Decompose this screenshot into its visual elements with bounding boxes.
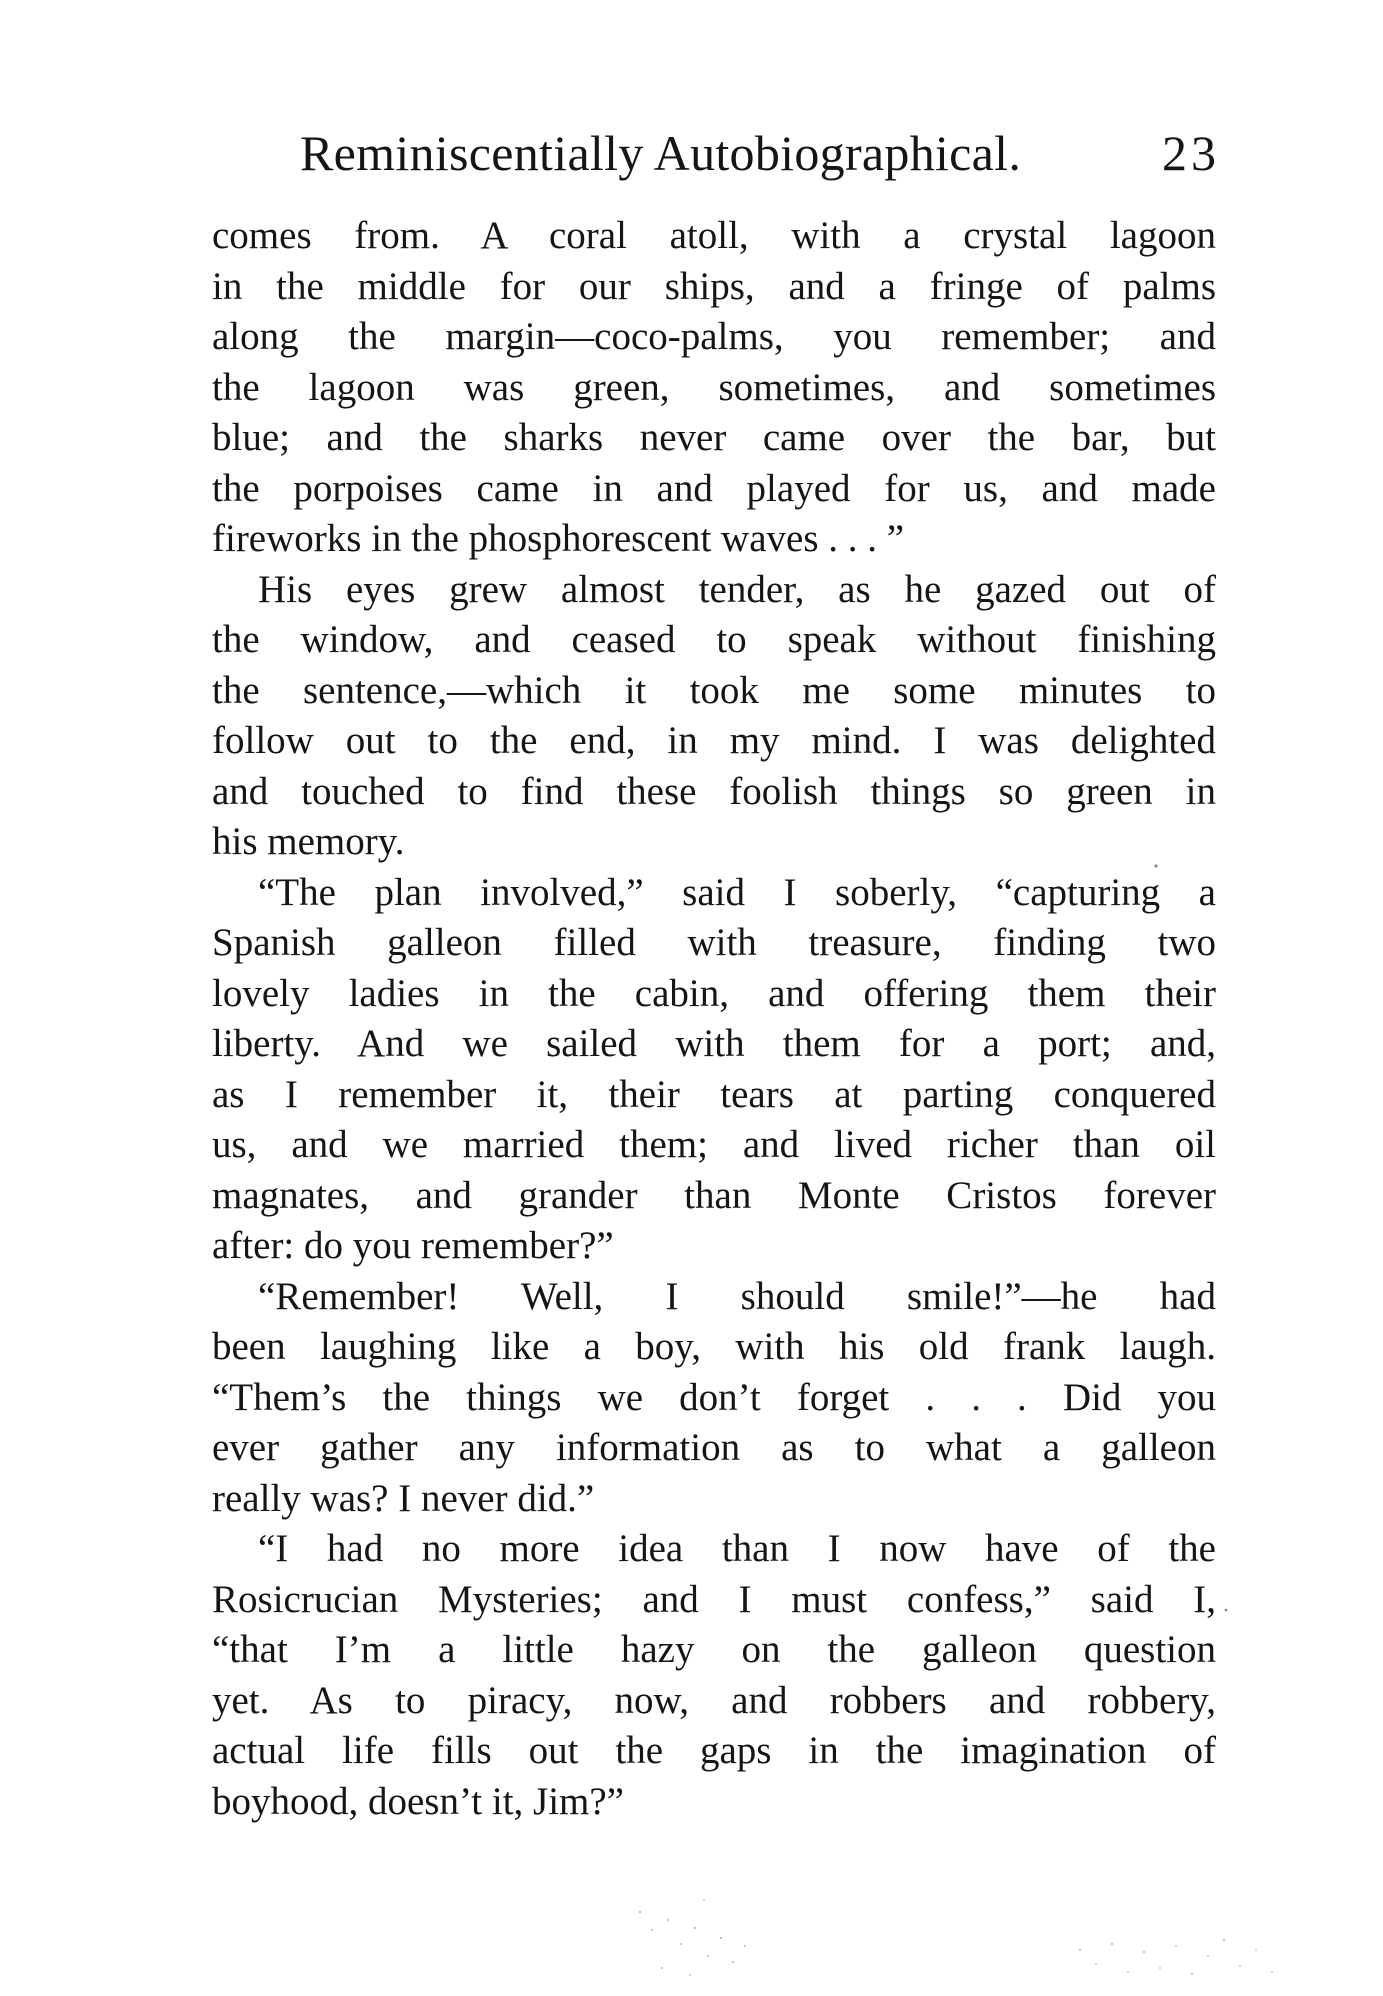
text-line: in the middle for our ships, and a fringe of palms — [212, 264, 1216, 308]
text-line: blue; and the sharks never came over the bar, but — [212, 416, 1216, 459]
text-line: fireworks in the phosphorescent waves . . . ” — [212, 517, 905, 560]
text-line: been laughing like a boy, with his old frank laugh. — [212, 1325, 1216, 1368]
text-line: as I remember it, their tears at parting conquered — [212, 1072, 1216, 1116]
text-line: comes from. A coral atoll, with a crystal lagoon — [212, 214, 1216, 257]
text-line: Rosicrucian Mysteries; and I must confess,” said I, — [212, 1577, 1216, 1621]
text-line: Spanish galleon filled with treasure, finding two — [212, 921, 1216, 964]
text-line: boyhood, doesn’t it, Jim?” — [212, 1779, 624, 1823]
running-head — [300, 118, 1220, 188]
text-line: liberty. And we sailed with them for a port; and, — [212, 1022, 1216, 1065]
paragraph-start-line: “I had no more idea than I now have of the — [258, 1527, 1216, 1570]
text-line: us, and we married them; and lived richer than oil — [212, 1123, 1216, 1166]
text-line: along the margin—coco-palms, you remember; and — [212, 315, 1216, 358]
text-line: the lagoon was green, sometimes, and sometimes — [212, 365, 1216, 409]
scan-noise-left — [639, 1899, 746, 1976]
text-line: follow out to the end, in my mind. I was delighted — [212, 719, 1216, 762]
text-line: the sentence,—which it took me some minutes to — [212, 668, 1216, 712]
text-line: yet. As to piracy, now, and robbers and robbery, — [212, 1678, 1216, 1722]
text-line: lovely ladies in the cabin, and offering them their — [212, 971, 1216, 1015]
paragraph-start-line: His eyes grew almost tender, as he gazed out of — [258, 567, 1216, 611]
scan-noise-right — [1079, 1939, 1273, 1975]
running-head-title: Reminiscentially Autobiographical. — [300, 125, 1022, 181]
text-line: ever gather any information as to what a galleon — [212, 1426, 1216, 1469]
text-line: the window, and ceased to speak without finishing — [212, 618, 1216, 661]
text-line: after: do you remember?” — [212, 1224, 614, 1267]
text-line: “that I’m a little hazy on the galleon question — [212, 1628, 1216, 1671]
paragraph-start-line: “Remember! Well, I should smile!”—he had — [258, 1274, 1216, 1318]
body-text — [212, 211, 1216, 1827]
paragraph-start-line: “The plan involved,” said I soberly, “capturing a — [258, 870, 1216, 914]
text-line: and touched to find these foolish things so green in — [212, 769, 1216, 813]
text-line: “Them’s the things we don’t forget . . . Did you — [212, 1375, 1216, 1419]
text-line: his memory. — [212, 820, 405, 863]
text-line: actual life fills out the gaps in the imagination of — [212, 1729, 1216, 1772]
text-line: the porpoises came in and played for us, and made — [212, 466, 1216, 510]
text-line: really was? I never did.” — [212, 1476, 595, 1520]
text-line: magnates, and grander than Monte Cristos forever — [212, 1173, 1216, 1217]
page-number: 23 — [1162, 125, 1220, 181]
